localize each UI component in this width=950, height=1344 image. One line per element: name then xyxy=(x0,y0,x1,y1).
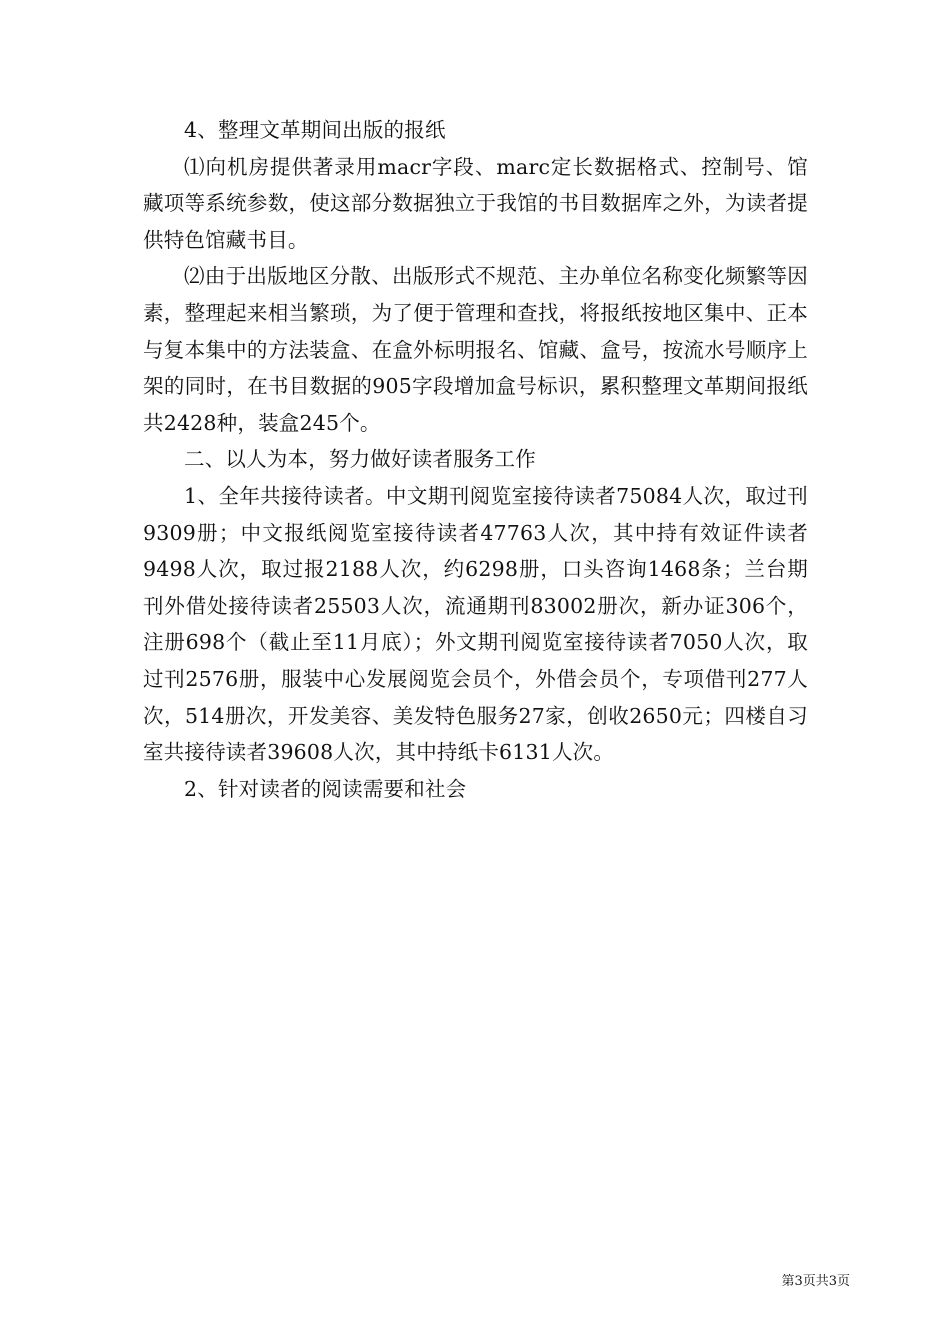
paragraph-item-2: ⑵由于出版地区分散、出版形式不规范、主办单位名称变化频繁等因素，整理起来相当繁琐，为了便于管理和查找，将报纸按地区集中、正本与复本集中的方法装盒、在盒外标明报名、馆藏、盒号，按流水号顺序上架的同时，在书目数据的905字段增加盒号标识，累积整理文革期间报纸共2428种，装盒245个。 xyxy=(143,264,808,435)
paragraph-reading-needs: 2、针对读者的阅读需要和社会 xyxy=(184,776,467,801)
document-body xyxy=(143,112,808,807)
heading-newspaper-sorting: 4、整理文革期间出版的报纸 xyxy=(184,118,446,142)
heading-reader-service: 二、以人为本，努力做好读者服务工作 xyxy=(184,447,536,472)
page-number-footer: 第3页共3页 xyxy=(781,1274,850,1289)
paragraph-reader-stats: 1、全年共接待读者。中文期刊阅览室接待读者75084人次，取过刊9309册；中文报纸阅览室接待读者47763人次，其中持有效证件读者9498人次，取过报2188人次，约6298册，口头咨询1468条；兰台期刊外借处接待读者25503人次，流通期刊83002册次，新办证306个，注册698个（截止至11月底）；外文期刊阅览室接待读者7050人次，取过刊2576册，服装中心发展阅览会员个，外借会员个，专项借刊277人次，514册次，开发美容、美发特色服务27家，创收2650元；四楼自习室共接待读者39608人次，其中持纸卡6131人次。 xyxy=(143,483,808,765)
paragraph-item-1: ⑴向机房提供著录用macr字段、marc定长数据格式、控制号、馆藏项等系统参数，使这部分数据独立于我馆的书目数据库之外，为读者提供特色馆藏书目。 xyxy=(143,154,808,252)
